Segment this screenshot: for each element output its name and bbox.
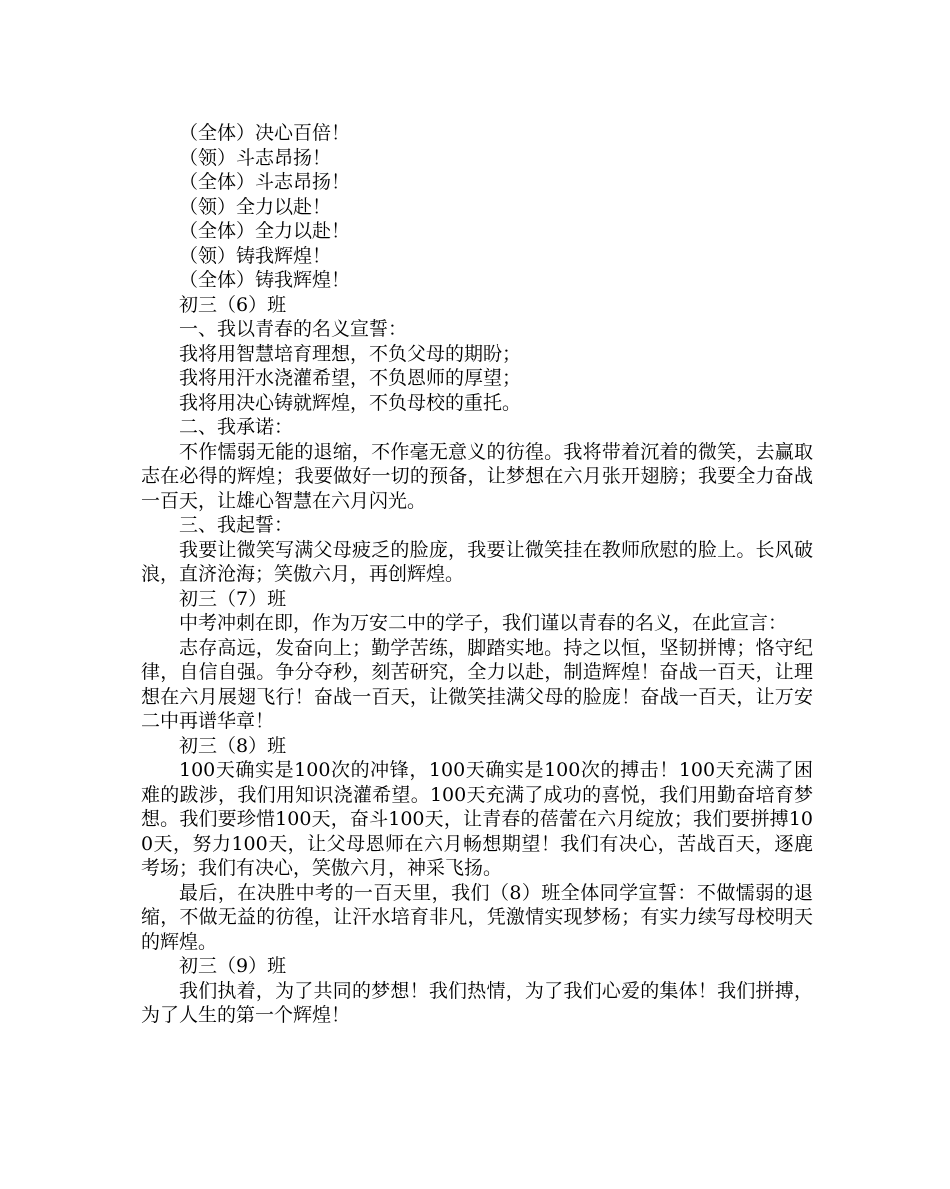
- class-heading: 初三（6）班: [179, 293, 287, 316]
- body-paragraph: 中考冲刺在即，作为万安二中的学子，我们谨以青春的名义，在此宣言：: [179, 612, 788, 634]
- chant-line: （全体）决心百倍！: [179, 122, 351, 144]
- class-heading: 初三（9）班: [179, 955, 287, 977]
- section-heading: 二、我承诺：: [179, 416, 294, 438]
- section-heading: 一、我以青春的名义宣誓：: [179, 318, 408, 340]
- oath-line: 我将用汗水浇灌希望，不负恩师的厚望；: [179, 367, 522, 389]
- body-paragraph: 100天确实是100次的冲锋，100天确实是100次的搏击！100天充满了困难的跋涉，我们用知识浇灌希望。100天充满了成功的喜悦，我们用勤奋培育梦想。我们要珍惜100天，奋斗100天，让青春的蓓蕾在六月绽放；我们要拼搏100天，努力100天，让父母恩师在六月畅想期望！我们有决心，苦战百天，逐鹿考场；我们有决心，笑傲六月，神采飞扬。: [141, 759, 813, 879]
- chant-line: （全体）全力以赴！: [179, 220, 351, 242]
- body-paragraph: 我们执着，为了共同的梦想！我们热情，为了我们心爱的集体！我们拼搏，为了人生的第一个辉煌！: [141, 979, 813, 1026]
- chant-line: （领）斗志昂扬！: [179, 146, 332, 169]
- document-body: [141, 121, 813, 1028]
- chant-line: （领）铸我辉煌！: [179, 244, 332, 267]
- chant-line: （全体）铸我辉煌！: [179, 269, 351, 291]
- oath-line: 我将用智慧培育理想，不负父母的期盼；: [179, 342, 522, 365]
- body-paragraph: 志存高远，发奋向上；勤学苦练，脚踏实地。持之以恒，坚韧拼博；恪守纪律，自信自强。争分夺秒，刻苦研究，全力以赴，制造辉煌！奋战一百天，让理想在六月展翅飞行！奋战一百天，让微笑挂满父母的脸庞！奋战一百天，让万安二中再谱华章！: [141, 636, 813, 732]
- class-heading: 初三（7）班: [179, 587, 287, 610]
- body-paragraph: 不作懦弱无能的退缩，不作毫无意义的彷徨。我将带着沉着的微笑，去赢取志在必得的辉煌；我要做好一切的预备，让梦想在六月张开翅膀；我要全力奋战一百天，让雄心智慧在六月闪光。: [141, 440, 813, 512]
- class-heading: 初三（8）班: [179, 734, 287, 757]
- chant-line: （领）全力以赴！: [179, 195, 332, 218]
- section-heading: 三、我起誓：: [179, 514, 294, 536]
- chant-line: （全体）斗志昂扬！: [179, 171, 351, 193]
- body-paragraph: 我要让微笑写满父母疲乏的脸庞，我要让微笑挂在教师欣慰的脸上。长风破浪，直济沧海；笑傲六月，再创辉煌。: [141, 538, 813, 585]
- oath-line: 我将用决心铸就辉煌，不负母校的重托。: [179, 391, 522, 414]
- body-paragraph: 最后，在决胜中考的一百天里，我们（8）班全体同学宣誓：不做懦弱的退缩，不做无益的彷徨，让汗水培育非凡，凭激情实现梦杨；有实力续写母校明天的辉煌。: [141, 881, 813, 953]
